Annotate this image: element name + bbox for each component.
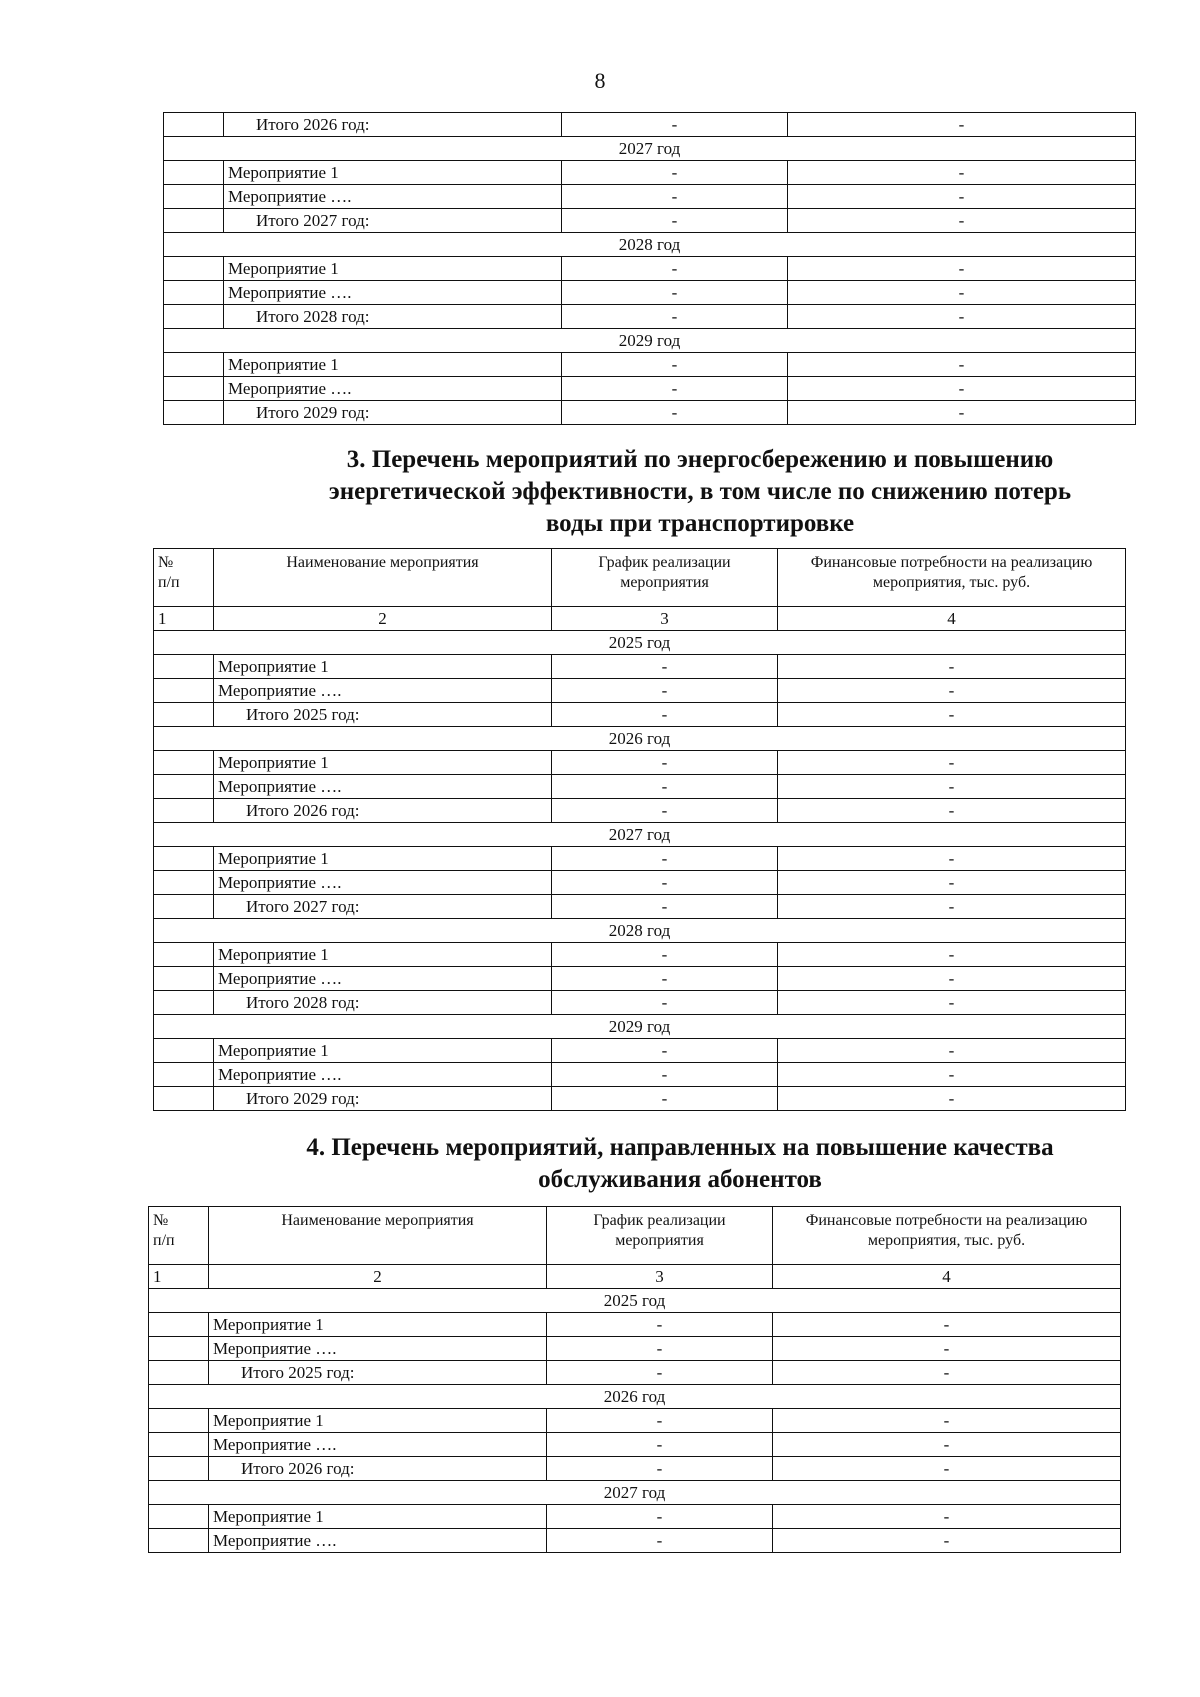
event-row — [154, 1039, 1126, 1063]
event-row — [154, 775, 1126, 799]
year-row — [149, 1289, 1121, 1313]
year-label: 2029 год — [164, 329, 1136, 353]
row-number-cell — [149, 1433, 209, 1457]
row-number-cell — [164, 113, 224, 137]
col-number-1: 1 — [154, 607, 214, 631]
year-row — [149, 1385, 1121, 1409]
year-row — [154, 919, 1126, 943]
finance-value: - — [778, 967, 1126, 991]
finance-value: - — [788, 401, 1136, 425]
total-label: Итого 2028 год: — [224, 305, 562, 329]
year-label: 2028 год — [154, 919, 1126, 943]
row-number-cell — [164, 377, 224, 401]
total-label: Итого 2029 год: — [224, 401, 562, 425]
col-header-number: № п/п — [154, 549, 214, 607]
row-number-cell — [154, 943, 214, 967]
event-name: Мероприятие …. — [209, 1433, 547, 1457]
finance-value: - — [788, 185, 1136, 209]
section-4-title — [240, 1132, 1120, 1196]
event-name: Мероприятие 1 — [209, 1505, 547, 1529]
col-header-name: Наименование мероприятия — [214, 549, 552, 607]
finance-value: - — [773, 1505, 1121, 1529]
year-row — [154, 1015, 1126, 1039]
finance-value: - — [788, 305, 1136, 329]
finance-value: - — [778, 991, 1126, 1015]
row-number-cell — [164, 209, 224, 233]
finance-value: - — [788, 281, 1136, 305]
schedule-value: - — [552, 751, 778, 775]
col-number-2: 2 — [214, 607, 552, 631]
schedule-value: - — [552, 799, 778, 823]
schedule-value: - — [552, 775, 778, 799]
row-number-cell — [154, 895, 214, 919]
total-label: Итого 2025 год: — [214, 703, 552, 727]
year-label: 2027 год — [164, 137, 1136, 161]
finance-value: - — [788, 209, 1136, 233]
event-name: Мероприятие …. — [214, 871, 552, 895]
total-row — [154, 991, 1126, 1015]
event-name: Мероприятие …. — [224, 377, 562, 401]
col-number-3: 3 — [552, 607, 778, 631]
schedule-value: - — [552, 655, 778, 679]
row-number-cell — [154, 1039, 214, 1063]
finance-value: - — [773, 1313, 1121, 1337]
event-name: Мероприятие 1 — [209, 1313, 547, 1337]
schedule-value: - — [552, 895, 778, 919]
col-number-1: 1 — [149, 1265, 209, 1289]
event-row — [154, 871, 1126, 895]
row-number-cell — [164, 353, 224, 377]
col-number-4: 4 — [773, 1265, 1121, 1289]
total-row — [164, 401, 1136, 425]
row-number-cell — [164, 257, 224, 281]
col-number-4: 4 — [778, 607, 1126, 631]
total-label: Итого 2026 год: — [214, 799, 552, 823]
row-number-cell — [154, 751, 214, 775]
schedule-value: - — [552, 703, 778, 727]
schedule-value: - — [562, 305, 788, 329]
event-name: Мероприятие …. — [214, 967, 552, 991]
schedule-value: - — [552, 1039, 778, 1063]
schedule-value: - — [562, 209, 788, 233]
event-row — [149, 1337, 1121, 1361]
section-3-title-line: энергетической эффективности, в том числе по снижению потерь — [328, 478, 1072, 505]
section-3-title-line: воды при транспортировке — [545, 510, 855, 537]
schedule-value: - — [547, 1457, 773, 1481]
event-row — [154, 679, 1126, 703]
event-row — [164, 257, 1136, 281]
schedule-value: - — [552, 1087, 778, 1111]
finance-value: - — [778, 1087, 1126, 1111]
finance-value: - — [778, 775, 1126, 799]
schedule-value: - — [562, 161, 788, 185]
event-name: Мероприятие …. — [214, 679, 552, 703]
row-number-cell — [154, 1087, 214, 1111]
row-number-cell — [149, 1337, 209, 1361]
event-row — [164, 185, 1136, 209]
event-row — [154, 847, 1126, 871]
schedule-value: - — [547, 1409, 773, 1433]
event-row — [154, 751, 1126, 775]
event-name: Мероприятие …. — [209, 1529, 547, 1553]
finance-value: - — [778, 943, 1126, 967]
finance-value: - — [788, 353, 1136, 377]
table-header-row — [154, 549, 1126, 607]
finance-value: - — [773, 1529, 1121, 1553]
row-number-cell — [154, 655, 214, 679]
total-label: Итого 2026 год: — [224, 113, 562, 137]
schedule-value: - — [547, 1505, 773, 1529]
total-label: Итого 2027 год: — [214, 895, 552, 919]
event-row — [149, 1505, 1121, 1529]
column-numbers-row — [149, 1265, 1121, 1289]
finance-value: - — [778, 847, 1126, 871]
event-row — [149, 1409, 1121, 1433]
finance-value: - — [778, 1039, 1126, 1063]
finance-value: - — [778, 1063, 1126, 1087]
event-name: Мероприятие 1 — [214, 751, 552, 775]
year-label: 2025 год — [149, 1289, 1121, 1313]
schedule-value: - — [552, 679, 778, 703]
event-row — [164, 161, 1136, 185]
schedule-value: - — [552, 847, 778, 871]
event-name: Мероприятие …. — [224, 185, 562, 209]
total-row — [154, 703, 1126, 727]
row-number-cell — [164, 281, 224, 305]
year-label: 2027 год — [154, 823, 1126, 847]
row-number-cell — [164, 185, 224, 209]
year-label: 2027 год — [149, 1481, 1121, 1505]
schedule-value: - — [562, 257, 788, 281]
col-header-schedule: График реализации мероприятия — [547, 1207, 773, 1265]
table-section-3 — [153, 548, 1126, 1111]
event-row — [154, 943, 1126, 967]
total-row — [149, 1457, 1121, 1481]
col-header-finance: Финансовые потребности на реализацию мероприятия, тыс. руб. — [773, 1207, 1121, 1265]
finance-value: - — [773, 1337, 1121, 1361]
section-3-title-line: 3. Перечень мероприятий по энергосбережению и повышению — [346, 446, 1054, 473]
schedule-value: - — [562, 401, 788, 425]
table-section-2-continued — [163, 112, 1136, 425]
total-row — [154, 1087, 1126, 1111]
event-row — [154, 655, 1126, 679]
row-number-cell — [154, 991, 214, 1015]
schedule-value: - — [552, 871, 778, 895]
year-row — [164, 137, 1136, 161]
total-row — [149, 1361, 1121, 1385]
row-number-cell — [154, 847, 214, 871]
event-row — [149, 1433, 1121, 1457]
schedule-value: - — [547, 1433, 773, 1457]
schedule-value: - — [552, 1063, 778, 1087]
table-section-4 — [148, 1206, 1121, 1553]
row-number-cell — [154, 679, 214, 703]
section-4-title-line: 4. Перечень мероприятий, направленных на повышение качества — [306, 1134, 1054, 1161]
total-row — [154, 799, 1126, 823]
event-row — [164, 281, 1136, 305]
schedule-value: - — [552, 967, 778, 991]
row-number-cell — [164, 161, 224, 185]
year-label: 2025 год — [154, 631, 1126, 655]
row-number-cell — [154, 703, 214, 727]
col-number-3: 3 — [547, 1265, 773, 1289]
schedule-value: - — [552, 943, 778, 967]
row-number-cell — [154, 967, 214, 991]
col-header-number: № п/п — [149, 1207, 209, 1265]
col-header-schedule: График реализации мероприятия — [552, 549, 778, 607]
schedule-value: - — [552, 991, 778, 1015]
finance-value: - — [773, 1457, 1121, 1481]
year-label: 2029 год — [154, 1015, 1126, 1039]
table-header-row — [149, 1207, 1121, 1265]
finance-value: - — [773, 1361, 1121, 1385]
year-row — [149, 1481, 1121, 1505]
year-row — [164, 233, 1136, 257]
event-name: Мероприятие 1 — [224, 353, 562, 377]
year-row — [154, 631, 1126, 655]
schedule-value: - — [547, 1529, 773, 1553]
schedule-value: - — [562, 185, 788, 209]
schedule-value: - — [562, 113, 788, 137]
total-row — [164, 113, 1136, 137]
year-label: 2026 год — [149, 1385, 1121, 1409]
year-label: 2026 год — [154, 727, 1126, 751]
year-row — [154, 727, 1126, 751]
finance-value: - — [773, 1409, 1121, 1433]
total-label: Итого 2025 год: — [209, 1361, 547, 1385]
finance-value: - — [788, 377, 1136, 401]
schedule-value: - — [547, 1313, 773, 1337]
event-row — [164, 377, 1136, 401]
section-3-title — [260, 444, 1140, 540]
event-name: Мероприятие 1 — [209, 1409, 547, 1433]
page-number: 8 — [594, 68, 606, 93]
event-name: Мероприятие 1 — [214, 655, 552, 679]
section-4-title-line: обслуживания абонентов — [538, 1166, 822, 1193]
row-number-cell — [149, 1457, 209, 1481]
finance-value: - — [778, 751, 1126, 775]
event-row — [149, 1529, 1121, 1553]
finance-value: - — [778, 679, 1126, 703]
schedule-value: - — [547, 1337, 773, 1361]
row-number-cell — [154, 1063, 214, 1087]
row-number-cell — [149, 1529, 209, 1553]
row-number-cell — [149, 1361, 209, 1385]
schedule-value: - — [562, 353, 788, 377]
finance-value: - — [773, 1433, 1121, 1457]
row-number-cell — [149, 1313, 209, 1337]
event-name: Мероприятие …. — [209, 1337, 547, 1361]
event-name: Мероприятие …. — [214, 1063, 552, 1087]
event-name: Мероприятие 1 — [224, 161, 562, 185]
event-name: Мероприятие 1 — [214, 1039, 552, 1063]
row-number-cell — [154, 799, 214, 823]
event-name: Мероприятие 1 — [224, 257, 562, 281]
total-label: Итого 2027 год: — [224, 209, 562, 233]
col-header-finance: Финансовые потребности на реализацию мероприятия, тыс. руб. — [778, 549, 1126, 607]
schedule-value: - — [547, 1361, 773, 1385]
year-row — [164, 329, 1136, 353]
col-number-2: 2 — [209, 1265, 547, 1289]
total-row — [164, 305, 1136, 329]
total-label: Итого 2029 год: — [214, 1087, 552, 1111]
row-number-cell — [154, 775, 214, 799]
event-row — [154, 1063, 1126, 1087]
schedule-value: - — [562, 377, 788, 401]
row-number-cell — [149, 1505, 209, 1529]
event-row — [154, 967, 1126, 991]
finance-value: - — [788, 161, 1136, 185]
finance-value: - — [778, 799, 1126, 823]
event-row — [164, 353, 1136, 377]
total-label: Итого 2026 год: — [209, 1457, 547, 1481]
finance-value: - — [778, 871, 1126, 895]
year-row — [154, 823, 1126, 847]
row-number-cell — [149, 1409, 209, 1433]
year-label: 2028 год — [164, 233, 1136, 257]
event-name: Мероприятие 1 — [214, 847, 552, 871]
finance-value: - — [788, 257, 1136, 281]
total-row — [164, 209, 1136, 233]
finance-value: - — [788, 113, 1136, 137]
event-row — [149, 1313, 1121, 1337]
finance-value: - — [778, 655, 1126, 679]
event-name: Мероприятие …. — [214, 775, 552, 799]
row-number-cell — [164, 401, 224, 425]
total-label: Итого 2028 год: — [214, 991, 552, 1015]
event-name: Мероприятие 1 — [214, 943, 552, 967]
total-row — [154, 895, 1126, 919]
row-number-cell — [164, 305, 224, 329]
column-numbers-row — [154, 607, 1126, 631]
schedule-value: - — [562, 281, 788, 305]
row-number-cell — [154, 871, 214, 895]
col-header-name: Наименование мероприятия — [209, 1207, 547, 1265]
event-name: Мероприятие …. — [224, 281, 562, 305]
finance-value: - — [778, 703, 1126, 727]
finance-value: - — [778, 895, 1126, 919]
